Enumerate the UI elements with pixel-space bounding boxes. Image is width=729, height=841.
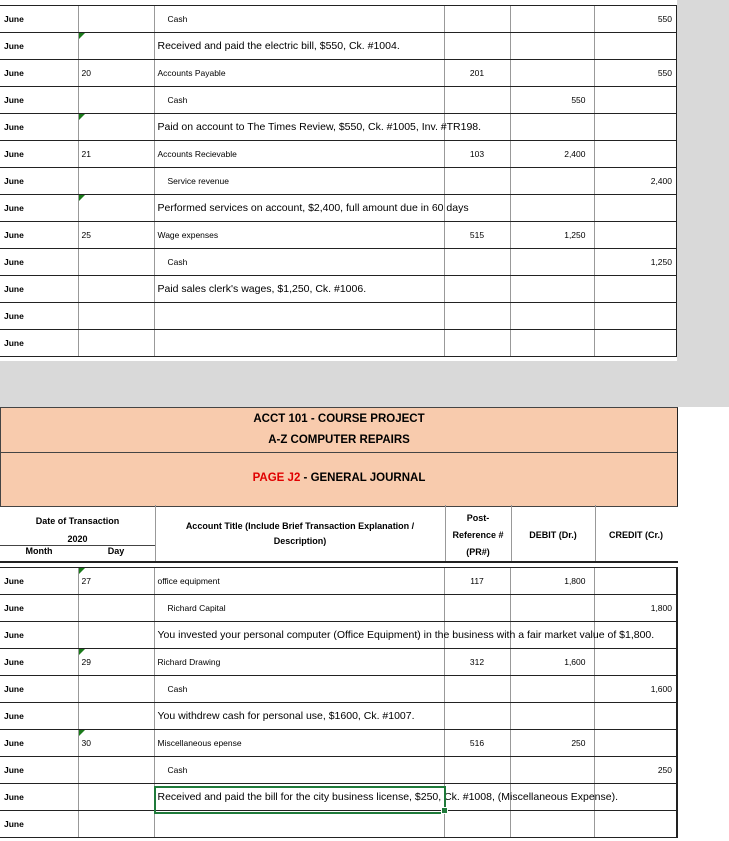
journal-row: [0, 60, 677, 87]
credit-cell[interactable]: [594, 649, 677, 676]
error-indicator-icon: [79, 649, 85, 655]
date-header: Date of Transaction: [35, 516, 120, 526]
day-cell[interactable]: [78, 703, 154, 730]
journal-row: [0, 141, 677, 168]
account-title-cell[interactable]: Cash: [154, 757, 444, 784]
account-title-cell[interactable]: Accounts Payable: [154, 60, 444, 87]
month-cell[interactable]: June: [0, 114, 78, 141]
month-cell[interactable]: June: [0, 222, 78, 249]
credit-cell[interactable]: [594, 784, 677, 811]
journal-row: [0, 168, 677, 195]
credit-header: CREDIT (Cr.): [609, 530, 663, 540]
description-cell[interactable]: You withdrew cash for personal use, $1600, Ck. #1007.: [154, 703, 444, 730]
debit-cell[interactable]: [510, 784, 594, 811]
day-cell[interactable]: [78, 811, 154, 838]
credit-cell[interactable]: [594, 276, 677, 303]
page-title-rest: - GENERAL JOURNAL: [300, 472, 426, 484]
journal-row: [0, 114, 677, 141]
debit-cell[interactable]: [510, 276, 594, 303]
debit-header: DEBIT (Dr.): [529, 530, 577, 540]
sheet-gap: [0, 361, 729, 407]
month-cell[interactable]: June: [0, 811, 78, 838]
credit-cell[interactable]: [594, 87, 677, 114]
credit-cell[interactable]: 550: [594, 60, 677, 87]
column-headers: [0, 505, 678, 563]
account-title-cell[interactable]: Accounts Recievable: [154, 141, 444, 168]
journal-row: [0, 276, 677, 303]
account-title-cell[interactable]: office equipment: [154, 568, 444, 595]
post-ref-cell[interactable]: [444, 249, 510, 276]
post-ref-cell[interactable]: [444, 276, 510, 303]
error-indicator-icon: [79, 730, 85, 736]
debit-cell[interactable]: [510, 676, 594, 703]
debit-cell[interactable]: [510, 168, 594, 195]
account-title-cell[interactable]: Cash: [154, 676, 444, 703]
debit-cell[interactable]: [510, 195, 594, 222]
day-cell[interactable]: [78, 114, 154, 141]
day-cell[interactable]: [78, 303, 154, 330]
journal-row: [0, 6, 677, 33]
credit-cell[interactable]: [594, 622, 677, 649]
credit-cell[interactable]: 1,250: [594, 249, 677, 276]
post-ref-cell[interactable]: [444, 703, 510, 730]
debit-cell[interactable]: [510, 811, 594, 838]
month-header: Month: [25, 546, 53, 556]
debit-cell[interactable]: [510, 114, 594, 141]
post-ref-header-3: (PR#): [466, 547, 490, 557]
col-divider: [155, 505, 156, 561]
post-ref-cell[interactable]: [444, 757, 510, 784]
page-label: PAGE J2: [252, 472, 301, 484]
month-cell[interactable]: June: [0, 87, 78, 114]
month-cell[interactable]: June: [0, 676, 78, 703]
credit-cell[interactable]: [594, 811, 677, 838]
day-cell[interactable]: [78, 622, 154, 649]
account-title-cell[interactable]: Richard Capital: [154, 595, 444, 622]
credit-cell[interactable]: [594, 222, 677, 249]
journal-row: [0, 595, 677, 622]
error-indicator-icon: [79, 114, 85, 120]
credit-cell[interactable]: [594, 703, 677, 730]
credit-cell[interactable]: 550: [594, 6, 677, 33]
credit-cell[interactable]: [594, 568, 677, 595]
month-cell[interactable]: June: [0, 6, 78, 33]
post-ref-cell[interactable]: 312: [444, 649, 510, 676]
month-cell[interactable]: June: [0, 249, 78, 276]
account-title-cell[interactable]: Cash: [154, 6, 444, 33]
credit-cell[interactable]: [594, 33, 677, 60]
debit-cell[interactable]: 550: [510, 87, 594, 114]
day-cell[interactable]: [78, 276, 154, 303]
post-ref-cell[interactable]: [444, 303, 510, 330]
post-ref-cell[interactable]: [444, 811, 510, 838]
debit-cell[interactable]: 1,250: [510, 222, 594, 249]
selection-fill-handle[interactable]: [441, 807, 448, 814]
day-cell[interactable]: [78, 195, 154, 222]
month-cell[interactable]: June: [0, 595, 78, 622]
day-cell[interactable]: 27: [78, 568, 154, 595]
description-cell[interactable]: Paid sales clerk's wages, $1,250, Ck. #1006.: [154, 276, 444, 303]
day-cell[interactable]: [78, 676, 154, 703]
description-cell[interactable]: You invested your personal computer (Office Equipment) in the business with a fair market value of $1,800.: [154, 622, 444, 649]
journal-row: [0, 811, 677, 838]
error-indicator-icon: [79, 195, 85, 201]
month-cell[interactable]: June: [0, 276, 78, 303]
journal-row: [0, 622, 677, 649]
journal-row: [0, 222, 677, 249]
post-ref-cell[interactable]: [444, 784, 510, 811]
post-ref-cell[interactable]: 117: [444, 568, 510, 595]
account-title-cell[interactable]: Service revenue: [154, 168, 444, 195]
gutter-top: [677, 0, 729, 361]
credit-cell[interactable]: [594, 330, 677, 357]
credit-cell[interactable]: [594, 730, 677, 757]
month-cell[interactable]: June: [0, 60, 78, 87]
journal-row: [0, 730, 677, 757]
journal-row: [0, 195, 677, 222]
account-title-cell[interactable]: [154, 811, 444, 838]
debit-cell[interactable]: [510, 60, 594, 87]
description-cell[interactable]: Paid on account to The Times Review, $550, Ck. #1005, Inv. #TR198.: [154, 114, 444, 141]
month-cell[interactable]: June: [0, 622, 78, 649]
account-title-cell[interactable]: Cash: [154, 87, 444, 114]
month-cell[interactable]: June: [0, 730, 78, 757]
day-cell[interactable]: [78, 87, 154, 114]
credit-cell[interactable]: [594, 195, 677, 222]
day-cell[interactable]: 21: [78, 141, 154, 168]
credit-cell[interactable]: [594, 141, 677, 168]
journal-row: [0, 303, 677, 330]
course-title: ACCT 101 - COURSE PROJECT: [253, 413, 425, 425]
post-ref-cell[interactable]: [444, 87, 510, 114]
post-ref-cell[interactable]: [444, 195, 510, 222]
day-header: Day: [107, 546, 125, 556]
debit-cell[interactable]: [510, 303, 594, 330]
account-title-cell[interactable]: [154, 303, 444, 330]
journal-table-bottom: [0, 567, 678, 838]
post-ref-header-2: Reference #: [452, 530, 504, 540]
debit-cell[interactable]: 1,800: [510, 568, 594, 595]
debit-cell[interactable]: 1,600: [510, 649, 594, 676]
month-cell[interactable]: June: [0, 784, 78, 811]
account-title-cell[interactable]: [154, 330, 444, 357]
journal-row: [0, 568, 677, 595]
post-ref-cell[interactable]: [444, 168, 510, 195]
credit-cell[interactable]: 1,600: [594, 676, 677, 703]
month-cell[interactable]: June: [0, 195, 78, 222]
journal-row: [0, 249, 677, 276]
journal-row: [0, 33, 677, 60]
day-cell[interactable]: [78, 784, 154, 811]
gutter-bottom: [678, 407, 729, 841]
description-cell[interactable]: Received and paid the bill for the city business license, $250, Ck. #1008, (Miscellaneous Expense).: [154, 784, 444, 811]
post-ref-cell[interactable]: 516: [444, 730, 510, 757]
month-cell[interactable]: June: [0, 703, 78, 730]
day-cell[interactable]: [78, 168, 154, 195]
credit-cell[interactable]: 2,400: [594, 168, 677, 195]
day-cell[interactable]: [78, 757, 154, 784]
post-ref-cell[interactable]: [444, 6, 510, 33]
year-header: 2020: [67, 534, 88, 544]
month-cell[interactable]: June: [0, 303, 78, 330]
post-ref-cell[interactable]: [444, 330, 510, 357]
day-cell[interactable]: 25: [78, 222, 154, 249]
journal-page-header: [0, 407, 679, 507]
post-ref-cell[interactable]: 103: [444, 141, 510, 168]
error-indicator-icon: [79, 568, 85, 574]
debit-cell[interactable]: [510, 595, 594, 622]
account-title-cell[interactable]: Cash: [154, 249, 444, 276]
day-cell[interactable]: [78, 33, 154, 60]
journal-table-top: [0, 5, 678, 357]
journal-row: [0, 757, 677, 784]
debit-cell[interactable]: 250: [510, 730, 594, 757]
account-title-cell[interactable]: Richard Drawing: [154, 649, 444, 676]
journal-row: [0, 676, 677, 703]
post-ref-cell[interactable]: 201: [444, 60, 510, 87]
description-cell[interactable]: Performed services on account, $2,400, full amount due in 60 days: [154, 195, 444, 222]
debit-cell[interactable]: [510, 249, 594, 276]
day-cell[interactable]: 20: [78, 60, 154, 87]
day-cell[interactable]: [78, 249, 154, 276]
month-cell[interactable]: June: [0, 757, 78, 784]
post-ref-cell[interactable]: [444, 114, 510, 141]
journal-row: [0, 703, 677, 730]
account-title-cell[interactable]: Wage expenses: [154, 222, 444, 249]
debit-cell[interactable]: [510, 703, 594, 730]
post-ref-cell[interactable]: [444, 33, 510, 60]
credit-cell[interactable]: 250: [594, 757, 677, 784]
post-ref-cell[interactable]: [444, 622, 510, 649]
month-cell[interactable]: June: [0, 330, 78, 357]
month-cell[interactable]: June: [0, 649, 78, 676]
month-cell[interactable]: June: [0, 168, 78, 195]
day-cell[interactable]: [78, 330, 154, 357]
journal-row: [0, 330, 677, 357]
post-ref-header-1: Post-: [466, 513, 490, 523]
day-cell[interactable]: [78, 6, 154, 33]
month-cell[interactable]: June: [0, 568, 78, 595]
month-cell[interactable]: June: [0, 33, 78, 60]
header-divider: [1, 452, 677, 453]
company-name: A-Z COMPUTER REPAIRS: [268, 434, 410, 446]
credit-cell[interactable]: [594, 114, 677, 141]
credit-cell[interactable]: 1,800: [594, 595, 677, 622]
journal-row: [0, 87, 677, 114]
day-cell[interactable]: 30: [78, 730, 154, 757]
debit-cell[interactable]: [510, 330, 594, 357]
description-cell[interactable]: Received and paid the electric bill, $550, Ck. #1004.: [154, 33, 444, 60]
post-ref-cell[interactable]: [444, 676, 510, 703]
month-cell[interactable]: June: [0, 141, 78, 168]
journal-row: [0, 784, 677, 811]
debit-cell[interactable]: [510, 622, 594, 649]
post-ref-cell[interactable]: [444, 595, 510, 622]
account-title-cell[interactable]: Miscellaneous epense: [154, 730, 444, 757]
account-title-header: Account Title (Include Brief Transaction Explanation / Description): [185, 521, 415, 546]
page-title: [1, 472, 677, 484]
debit-cell[interactable]: [510, 6, 594, 33]
day-cell[interactable]: 29: [78, 649, 154, 676]
day-cell[interactable]: [78, 595, 154, 622]
debit-cell[interactable]: [510, 757, 594, 784]
post-ref-cell[interactable]: 515: [444, 222, 510, 249]
credit-cell[interactable]: [594, 303, 677, 330]
journal-row: [0, 649, 677, 676]
debit-cell[interactable]: [510, 33, 594, 60]
error-indicator-icon: [79, 33, 85, 39]
debit-cell[interactable]: 2,400: [510, 141, 594, 168]
